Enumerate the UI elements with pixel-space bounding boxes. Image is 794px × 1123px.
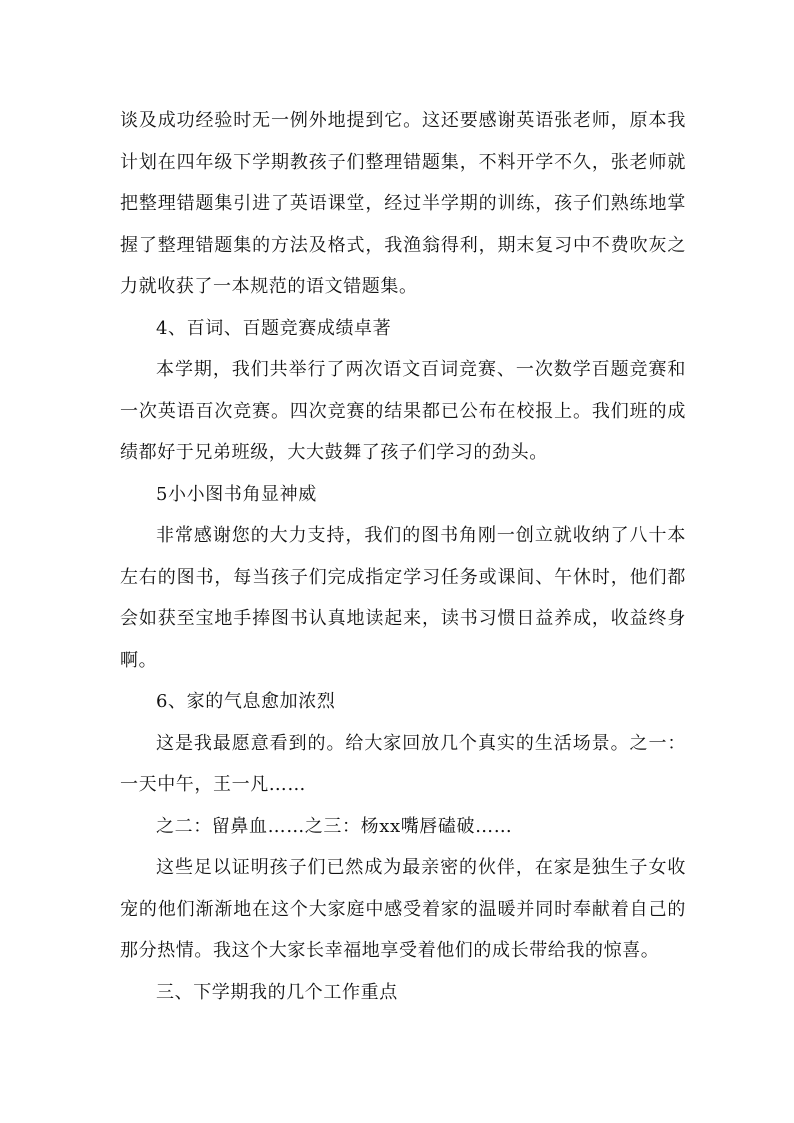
paragraph-competition: 本学期，我们共举行了两次语文百词竞赛、一次数学百题竞赛和一次英语百次竞赛。四次竞赛的结果都已公布在校报上。我们班的成绩都好于兄弟班级，大大鼓舞了孩子们学习的劲头。 bbox=[120, 359, 686, 463]
paragraph-book-corner: 非常感谢您的大力支持，我们的图书角刚一创立就收纳了八十本左右的图书，每当孩子们完成指定学习任务或课间、午休时，他们都会如获至宝地手捧图书认真地读起来，读书习惯日益养成，收益终身啊。 bbox=[120, 525, 686, 671]
paragraph-companions: 这些足以证明孩子们已然成为最亲密的伙伴，在家是独生子女收宠的他们渐渐地在这个大家庭中感受着家的温暖并同时奉献着自己的那分热情。我这个大家长幸福地享受着他们的成长带给我的惊喜。 bbox=[120, 857, 686, 961]
document-body bbox=[120, 100, 686, 1013]
paragraph-scenes-continued: 之二：留鼻血……之三：杨xx嘴唇磕破…… bbox=[156, 815, 513, 837]
section-heading-6: 6、家的气息愈加浓烈 bbox=[156, 691, 336, 712]
section-heading-5: 5小小图书角显神威 bbox=[156, 483, 317, 505]
section-heading-three: 三、下学期我的几个工作重点 bbox=[156, 981, 398, 1003]
paragraph-family-scenes: 这是我最愿意看到的。给大家回放几个真实的生活场景。之一：一天中午，王一凡…… bbox=[120, 732, 686, 795]
section-heading-4: 4、百词、百题竞赛成绩卓著 bbox=[156, 317, 392, 339]
paragraph-continuation: 谈及成功经验时无一例外地提到它。这还要感谢英语张老师，原本我计划在四年级下学期教孩子们整理错题集，不料开学不久，张老师就把整理错题集引进了英语课堂，经过半学期的训练，孩子们熟练地掌握了整理错题集的方法及格式，我渔翁得利，期末复习中不费吹灰之力就收获了一本规范的语文错题集。 bbox=[120, 110, 686, 297]
